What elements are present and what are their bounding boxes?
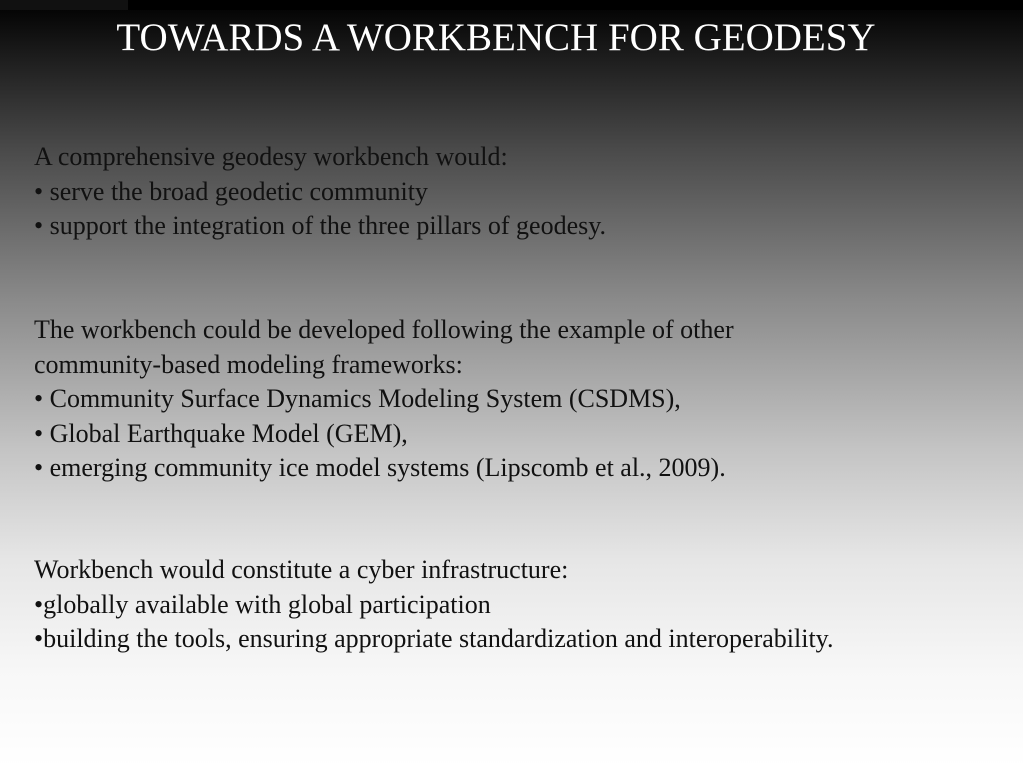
bullet-item: •globally available with global participation [34,589,491,619]
section-cyber-infrastructure [34,553,834,657]
bullet-item: • emerging community ice model systems (Lipscomb et al., 2009). [34,453,726,482]
top-bar [0,0,1023,10]
section-intro-continued: community-based modeling frameworks: [34,349,463,379]
section-intro: Workbench would constitute a cyber infrastructure: [34,555,569,584]
bullet-item: • Community Surface Dynamics Modeling System (CSDMS), [34,384,681,413]
top-bar-left-segment [0,0,128,10]
section-example-frameworks [34,313,734,486]
section-intro: The workbench could be developed following the example of other [34,315,734,344]
section-intro: A comprehensive geodesy workbench would: [34,142,508,171]
section-workbench-goals [34,140,606,244]
bullet-item: • support the integration of the three pillars of geodesy. [34,211,607,240]
bullet-item: • serve the broad geodetic community [34,176,428,206]
bullet-item: •building the tools, ensuring appropriate standardization and interoperability. [34,624,834,653]
bullet-item: • Global Earthquake Model (GEM), [34,418,408,448]
slide-title: TOWARDS A WORKBENCH FOR GEODESY [116,16,876,59]
